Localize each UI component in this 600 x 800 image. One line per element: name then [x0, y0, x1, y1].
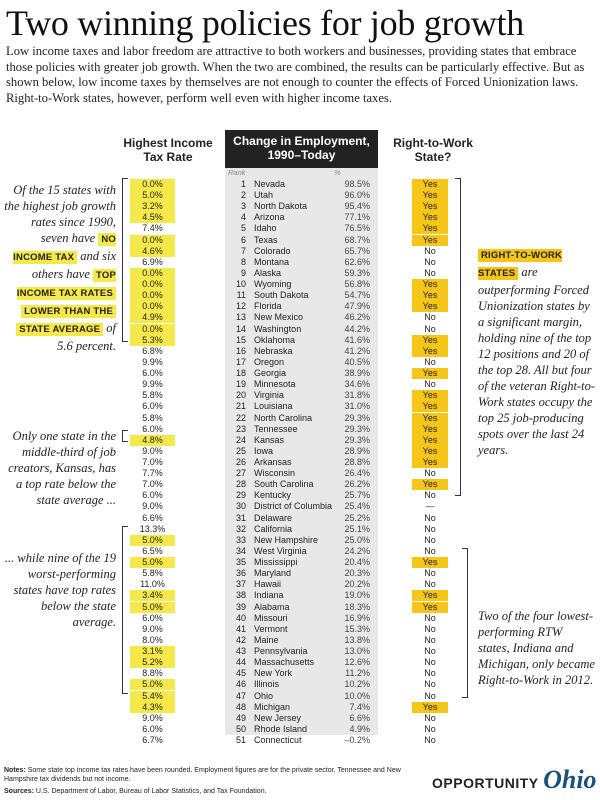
pct-cell: 31.8% — [344, 390, 370, 401]
pct-cell: 41.2% — [344, 345, 370, 356]
opportunity-ohio-logo: OPPORTUNITY Ohio — [432, 765, 597, 794]
rank-cell: 42 — [235, 634, 246, 645]
rtw-cell: Yes — [412, 446, 448, 457]
state-cell: Maryland — [254, 568, 292, 579]
rtw-cell: Yes — [412, 179, 448, 190]
rtw-cell: No — [424, 312, 436, 323]
tax-cell: 0.0% — [130, 290, 175, 301]
rank-cell: 20 — [235, 390, 246, 401]
state-cell: Alabama — [254, 601, 290, 612]
bracket-bottom19-left — [122, 526, 128, 694]
tax-cell: 4.9% — [130, 312, 175, 323]
tax-cell: 0.0% — [130, 235, 175, 246]
tax-cell: 0.0% — [130, 279, 175, 290]
rank-cell: 45 — [235, 668, 246, 679]
tax-cell: 3.2% — [130, 201, 175, 212]
pct-cell: 47.9% — [344, 301, 370, 312]
tax-cell: 4.8% — [130, 435, 175, 446]
rtw-cell: Yes — [412, 279, 448, 290]
rank-cell: 24 — [235, 434, 246, 445]
tax-cell: 6.0% — [142, 368, 163, 379]
pct-cell: 13.0% — [344, 646, 370, 657]
footer-notes: Notes: Some state top income tax rates have been rounded. Employment figures are for the private sector. Tennessee and New Hampshire tax dividends but not income. Sources: U.S. Department of Labor, Bureau of Labor Statistics, and Tax Foundation. — [4, 767, 401, 795]
rank-cell: 49 — [235, 712, 246, 723]
tax-cell: 7.4% — [142, 223, 163, 234]
table-row — [0, 691, 600, 702]
rtw-cell: Yes — [412, 235, 448, 246]
annotation-rtw: RIGHT-TO-WORK STATES are outperforming Forced Unionization states by a significant margin, holding nine of the top 12 positions and 20 of the top 28. All but four of the veteran Right-to-Work states occupy the top 25 job-producing spots over the last 24 years. — [478, 250, 595, 457]
annotation-kansas: Only one state in the middle-third of job creators, Kansas, has a top rate below the state average ... — [8, 429, 116, 507]
rtw-cell: Yes — [412, 602, 448, 613]
rtw-cell: No — [424, 579, 436, 590]
tax-cell: 4.3% — [130, 702, 175, 713]
state-cell: South Carolina — [254, 479, 314, 490]
rtw-cell: No — [424, 545, 436, 556]
rtw-cell: Yes — [412, 301, 448, 312]
rtw-cell: No — [424, 623, 436, 634]
state-cell: Massachusetts — [254, 657, 315, 668]
bracket-kansas — [122, 430, 128, 442]
rank-cell: 44 — [235, 657, 246, 668]
rtw-cell: Yes — [412, 401, 448, 412]
state-cell: Arkansas — [254, 457, 292, 467]
pct-cell: 38.9% — [344, 368, 370, 379]
pct-cell: 68.7% — [344, 234, 370, 245]
page-title: Two winning policies for job growth — [6, 3, 524, 43]
tax-cell: 5.0% — [130, 190, 175, 201]
tax-cell: 6.0% — [142, 401, 163, 412]
rtw-cell: Yes — [412, 390, 448, 401]
pct-cell: 18.3% — [344, 601, 370, 612]
state-cell: South Dakota — [254, 290, 309, 301]
table-row — [0, 702, 600, 713]
table-row — [0, 724, 600, 735]
state-cell: Texas — [254, 234, 278, 245]
state-cell: Vermont — [254, 623, 288, 634]
tax-cell: 5.0% — [130, 679, 175, 690]
rank-cell: 19 — [235, 379, 246, 390]
tax-cell: 5.2% — [130, 657, 175, 668]
pct-cell: 6.6% — [349, 712, 370, 723]
state-cell: Minnesota — [254, 379, 296, 390]
tax-cell: 9.9% — [142, 379, 163, 390]
pct-cell: 62.6% — [344, 256, 370, 267]
rank-cell: 14 — [235, 323, 246, 334]
pct-cell: 44.2% — [344, 323, 370, 334]
state-cell: Alaska — [254, 267, 282, 278]
tag-right-to-work: RIGHT-TO-WORK STATES — [478, 250, 563, 279]
table-row — [0, 524, 600, 535]
rtw-cell: No — [424, 468, 436, 479]
rtw-cell: Yes — [412, 557, 448, 568]
rtw-cell: No — [424, 379, 436, 390]
state-cell: Utah — [254, 190, 274, 201]
pct-subhead: % — [334, 168, 341, 177]
state-cell: Oregon — [254, 356, 285, 367]
state-cell: Iowa — [254, 445, 274, 456]
rank-cell: 4 — [240, 212, 246, 223]
column-header-rtw: Right-to-Work State? — [393, 136, 473, 164]
pct-cell: 98.5% — [344, 179, 370, 189]
rtw-cell: No — [424, 568, 436, 579]
rank-cell: 13 — [235, 312, 246, 323]
tax-cell: 9.0% — [142, 712, 163, 723]
rank-cell: 7 — [240, 245, 246, 256]
pct-cell: 26.2% — [344, 479, 370, 490]
pct-cell: 12.6% — [344, 657, 370, 668]
tax-cell: 6.0% — [142, 723, 163, 734]
state-cell: Pennsylvania — [254, 646, 308, 657]
pct-cell: 7.4% — [349, 701, 370, 712]
rtw-cell: Yes — [412, 290, 448, 301]
rtw-cell: Yes — [412, 346, 448, 357]
pct-cell: 25.1% — [344, 523, 370, 534]
pct-cell: 19.0% — [344, 590, 370, 601]
tax-cell: 6.0% — [142, 490, 163, 501]
rank-cell: 33 — [235, 534, 246, 545]
rank-cell: 48 — [235, 701, 246, 712]
tax-cell: 4.5% — [130, 212, 175, 223]
rank-cell: 27 — [235, 468, 246, 479]
state-cell: Kansas — [254, 434, 285, 445]
tax-cell: 7.7% — [142, 468, 163, 479]
rank-cell: 18 — [235, 368, 246, 379]
rank-cell: 16 — [235, 345, 246, 356]
state-cell: New Hampshire — [254, 534, 319, 545]
tax-cell: 5.8% — [142, 412, 163, 423]
annotation-bottom19: ... while nine of the 19 worst-performing states have top rates below the state average. — [4, 551, 116, 629]
pct-cell: 41.6% — [344, 334, 370, 345]
pct-cell: 59.3% — [344, 267, 370, 278]
pct-cell: 13.8% — [344, 634, 370, 645]
state-cell: Washington — [254, 323, 302, 334]
rank-cell: 15 — [235, 334, 246, 345]
tag-no-income-tax: NO INCOME TAX — [13, 234, 116, 263]
pct-cell: 26.4% — [344, 468, 370, 479]
state-cell: North Dakota — [254, 201, 308, 212]
pct-cell: 96.0% — [344, 190, 370, 201]
rtw-cell: Yes — [412, 590, 448, 601]
state-cell: District of Columbia — [254, 501, 333, 512]
pct-cell: 15.3% — [344, 623, 370, 634]
rank-cell: 22 — [235, 412, 246, 423]
rank-cell: 30 — [235, 501, 246, 512]
rank-cell: 31 — [235, 512, 246, 523]
tax-cell: 6.0% — [142, 423, 163, 434]
bracket-top15-left — [122, 178, 128, 342]
table-row — [0, 513, 600, 524]
pct-cell: 16.9% — [344, 612, 370, 623]
rank-cell: 23 — [235, 423, 246, 434]
tag-state-average: STATE AVERAGE — [16, 323, 103, 336]
rtw-cell: No — [424, 534, 436, 545]
rank-cell: 25 — [235, 445, 246, 456]
rtw-cell: No — [424, 668, 436, 679]
rtw-cell: Yes — [412, 190, 448, 201]
rank-cell: 5 — [240, 223, 246, 234]
pct-cell: 29.3% — [344, 423, 370, 434]
state-cell: Colorado — [254, 245, 291, 256]
tax-cell: 9.9% — [142, 356, 163, 367]
column-header-tax: Highest Income Tax Rate — [123, 136, 213, 164]
rtw-cell: No — [424, 323, 436, 334]
tax-cell: 8.0% — [142, 634, 163, 645]
pct-cell: 25.0% — [344, 534, 370, 545]
rank-cell: 47 — [235, 690, 246, 701]
rtw-cell: No — [424, 245, 436, 256]
state-cell: Illinois — [254, 679, 280, 690]
rank-cell: 39 — [235, 601, 246, 612]
state-cell: Delaware — [254, 512, 293, 523]
tag-lower-than: LOWER THAN THE — [21, 305, 116, 318]
rank-cell: 50 — [235, 723, 246, 734]
pct-cell: 20.3% — [344, 568, 370, 579]
rtw-cell: Yes — [412, 424, 448, 435]
table-row — [0, 735, 600, 746]
tax-cell: 5.0% — [130, 535, 175, 546]
state-cell: New York — [254, 668, 293, 679]
rtw-cell: Yes — [412, 413, 448, 424]
rank-cell: 37 — [235, 579, 246, 590]
rtw-cell: Yes — [412, 702, 448, 713]
rtw-cell: Yes — [412, 335, 448, 346]
rank-cell: 11 — [236, 290, 246, 301]
state-cell: New Jersey — [254, 712, 302, 723]
tax-cell: 0.0% — [130, 301, 175, 312]
rank-cell: 40 — [235, 612, 246, 623]
state-cell: Mississippi — [254, 557, 298, 568]
state-cell: Ohio — [254, 690, 274, 701]
tax-cell: 0.0% — [130, 268, 175, 279]
rank-cell: 28 — [235, 479, 246, 490]
tax-cell: 5.0% — [130, 602, 175, 613]
tax-cell: 6.8% — [142, 345, 163, 356]
rank-cell: 3 — [240, 201, 246, 212]
tax-cell: 5.4% — [130, 691, 175, 702]
state-cell: Nebraska — [254, 345, 293, 356]
annotation-top15: Of the 15 states with the highest job growth rates since 1990, seven have NO INCOME TAX and six others have TOP INCOME TAX RATES LOWER THAN THE STATE AVERAGE of 5.6 percent. — [4, 183, 116, 353]
intro-paragraph: Low income taxes and labor freedom are attractive to both workers and businesses, providing states that embrace those policies with greater job growth. When the two are combined, the results can be particularly effective. But as shown below, low income taxes by themselves are not enough to counter the effects of Forced Unionization laws. Right-to-Work states, however, perform well even with higher income taxes. — [6, 44, 585, 105]
state-cell: Wisconsin — [254, 468, 296, 479]
rank-cell: 8 — [240, 256, 246, 267]
tax-cell: 4.6% — [130, 246, 175, 257]
table-row — [0, 535, 600, 546]
rtw-cell: No — [424, 356, 436, 367]
state-cell: Rhode Island — [254, 723, 308, 734]
state-cell: Louisiana — [254, 401, 293, 412]
rank-cell: 9 — [240, 267, 246, 278]
rtw-cell: Yes — [412, 201, 448, 212]
pct-cell: 65.7% — [344, 245, 370, 256]
tax-cell: 7.0% — [142, 457, 163, 467]
state-cell: Connecticut — [254, 735, 302, 745]
table-row — [0, 713, 600, 724]
tax-cell: 3.4% — [130, 590, 175, 601]
tax-cell: 9.0% — [142, 623, 163, 634]
tax-cell: 6.7% — [142, 735, 163, 745]
rank-cell: 35 — [235, 557, 246, 568]
pct-cell: 34.6% — [344, 379, 370, 390]
pct-cell: 29.3% — [344, 412, 370, 423]
rtw-cell: No — [424, 612, 436, 623]
tax-cell: 6.5% — [142, 545, 163, 556]
rank-cell: 43 — [235, 646, 246, 657]
state-cell: California — [254, 523, 293, 534]
rtw-cell: No — [424, 512, 436, 523]
rtw-cell: No — [424, 490, 436, 501]
state-cell: Montana — [254, 256, 290, 267]
tax-cell: 0.0% — [130, 324, 175, 335]
state-cell: Indiana — [254, 590, 284, 601]
pct-cell: 25.4% — [344, 501, 370, 512]
pct-cell: 10.2% — [344, 679, 370, 690]
rank-cell: 1 — [240, 179, 246, 189]
pct-cell: 20.2% — [344, 579, 370, 590]
rtw-cell: Yes — [412, 368, 448, 379]
state-cell: Kentucky — [254, 490, 292, 501]
pct-cell: –0.2% — [344, 735, 370, 745]
tax-cell: 0.0% — [130, 179, 175, 190]
pct-cell: 28.9% — [344, 445, 370, 456]
rank-cell: 29 — [235, 490, 246, 501]
rank-cell: 32 — [235, 523, 246, 534]
rank-cell: 17 — [235, 356, 246, 367]
tag-top-rates: TOP INCOME TAX RATES — [16, 270, 116, 299]
tax-cell: 6.0% — [142, 612, 163, 623]
state-cell: Tennessee — [254, 423, 298, 434]
state-cell: Idaho — [254, 223, 277, 234]
tax-cell: 5.3% — [130, 335, 175, 346]
rank-cell: 26 — [235, 457, 246, 467]
rank-cell: 51 — [235, 735, 246, 745]
rtw-cell: No — [424, 657, 436, 668]
pct-cell: 25.7% — [344, 490, 370, 501]
rank-cell: 46 — [235, 679, 246, 690]
rtw-cell: Yes — [412, 479, 448, 490]
rtw-cell: Yes — [412, 435, 448, 446]
pct-cell: 4.9% — [349, 723, 370, 734]
pct-cell: 54.7% — [344, 290, 370, 301]
pct-cell: 29.3% — [344, 434, 370, 445]
pct-cell: 40.5% — [344, 356, 370, 367]
pct-cell: 28.8% — [344, 457, 370, 467]
pct-cell: 95.4% — [344, 201, 370, 212]
rtw-cell: No — [424, 523, 436, 534]
rtw-cell: Yes — [412, 457, 448, 468]
rtw-cell: No — [424, 634, 436, 645]
state-cell: West Virginia — [254, 545, 307, 556]
pct-cell: 11.2% — [345, 668, 370, 679]
pct-cell: 10.0% — [344, 690, 370, 701]
rank-cell: 12 — [235, 301, 246, 312]
rtw-cell: No — [424, 735, 436, 745]
bracket-rtw-bottom — [462, 548, 468, 698]
rtw-cell: No — [424, 723, 436, 734]
tax-cell: 6.6% — [142, 512, 163, 523]
tax-cell: 7.0% — [142, 479, 163, 490]
state-cell: Virginia — [254, 390, 284, 401]
tax-cell: 11.0% — [140, 579, 165, 590]
state-cell: New Mexico — [254, 312, 304, 323]
tax-cell: 5.8% — [142, 568, 163, 579]
pct-cell: 56.8% — [344, 279, 370, 290]
pct-cell: 31.0% — [344, 401, 370, 412]
rtw-cell: No — [424, 646, 436, 657]
rank-cell: 36 — [235, 568, 246, 579]
rank-cell: 38 — [235, 590, 246, 601]
rank-cell: 34 — [235, 545, 246, 556]
pct-cell: 77.1% — [344, 212, 370, 223]
tax-cell: 8.8% — [142, 668, 163, 679]
tax-cell: 5.8% — [142, 390, 163, 401]
rtw-cell: Yes — [412, 223, 448, 234]
rank-cell: 6 — [240, 234, 246, 245]
pct-cell: 20.4% — [344, 557, 370, 568]
rtw-cell: No — [424, 712, 436, 723]
state-cell: Wyoming — [254, 279, 292, 290]
rank-cell: 21 — [235, 401, 246, 412]
tax-cell: 6.9% — [142, 256, 163, 267]
state-cell: Missouri — [254, 612, 288, 623]
state-cell: Hawaii — [254, 579, 282, 590]
column-header-employment: Change in Employment, 1990–Today — [225, 130, 378, 168]
rtw-cell: No — [424, 256, 436, 267]
pct-cell: 46.2% — [344, 312, 370, 323]
rank-subhead: Rank — [228, 168, 246, 177]
state-cell: Arizona — [254, 212, 285, 223]
rtw-cell: No — [424, 690, 436, 701]
tax-cell: 9.0% — [142, 501, 163, 512]
tax-cell: 3.1% — [130, 646, 175, 657]
rank-cell: 10 — [235, 279, 246, 290]
rank-cell: 41 — [235, 623, 246, 634]
state-cell: North Carolina — [254, 412, 313, 423]
state-cell: Georgia — [254, 368, 287, 379]
state-cell: Oklahoma — [254, 334, 296, 345]
rtw-cell: Yes — [412, 212, 448, 223]
state-cell: Florida — [254, 301, 282, 312]
tax-cell: 9.0% — [142, 445, 163, 456]
pct-cell: 76.5% — [344, 223, 370, 234]
rank-cell: 2 — [240, 190, 246, 201]
state-cell: Nevada — [254, 179, 286, 189]
annotation-rtw-low: Two of the four lowest-performing RTW states, Indiana and Michigan, only became Right-to-Work in 2012. — [478, 609, 595, 687]
pct-cell: 25.2% — [344, 512, 370, 523]
rtw-cell: No — [424, 267, 436, 278]
pct-cell: 24.2% — [344, 545, 370, 556]
bracket-rtw-top — [455, 178, 461, 496]
tax-cell: 5.0% — [130, 557, 175, 568]
state-cell: Michigan — [254, 701, 291, 712]
rtw-cell: No — [424, 679, 436, 690]
state-cell: Maine — [254, 634, 279, 645]
tax-cell: 13.3% — [139, 523, 166, 534]
rtw-cell: — — [425, 501, 435, 512]
